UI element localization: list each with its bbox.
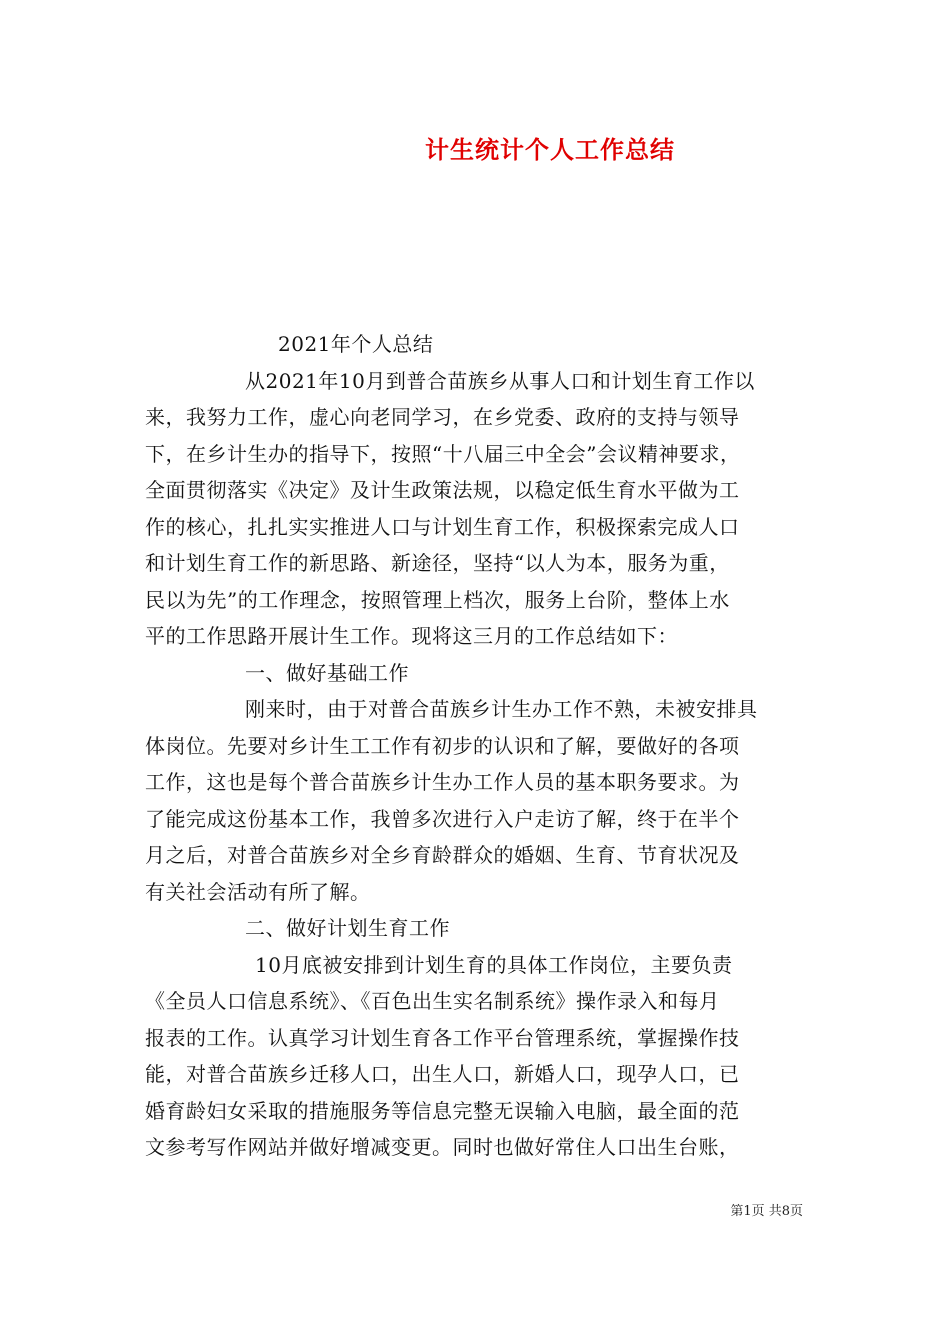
paragraph-line: 全面贯彻落实《决定》及计生政策法规，以稳定低生育水平做为工 [145,478,740,502]
section-heading-basic-work: 一、做好基础工作 [245,660,409,685]
paragraph-line: 民以为先”的工作理念，按照管理上档次，服务上台阶，整体上水 [145,587,730,612]
paragraph-line: 平的工作思路开展计生工作。现将这三月的工作总结如下： [145,624,678,648]
paragraph-line: 体岗位。先要对乡计生工工作有初步的认识和了解，要做好的各项 [145,733,740,758]
paragraph-line: 了能完成这份基本工作，我曾多次进行入户走访了解，终于在半个 [145,806,740,831]
paragraph-line: 报表的工作。认真学习计划生育各工作平台管理系统，掌握操作技 [145,1025,740,1050]
paragraph-line: 文参考写作网站并做好增减变更。同时也做好常住人口出生台账， [145,1135,740,1159]
paragraph-line: 月之后，对普合苗族乡对全乡育龄群众的婚姻、生育、节育状况及 [145,843,740,867]
paragraph-line: 《全员人口信息系统》、《百色出生实名制系统》操作录入和每月 [145,989,720,1013]
paragraph-line: 能，对普合苗族乡迁移人口，出生人口，新婚人口，现孕人口，已 [145,1062,740,1086]
paragraph-line: 有关社会活动有所了解。 [145,879,371,904]
paragraph-line: 来，我努力工作，虚心向老同学习，在乡党委、政府的支持与领导 [145,405,740,429]
section-heading-family-planning: 二、做好计划生育工作 [245,916,450,940]
paragraph-line: 10月底被安排到计划生育的具体工作岗位，主要负责 [255,952,733,977]
paragraph-line: 作的核心，扎扎实实推进人口与计划生育工作，积极探索完成人口 [145,514,740,539]
section-heading-summary: 2021年个人总结 [278,332,434,356]
document-body [145,326,825,1166]
paragraph-line: 从2021年10月到普合苗族乡从事人口和计划生育工作以 [245,368,755,393]
page-number: 第1页 共8页 [730,1204,803,1219]
paragraph-line: 刚来时，由于对普合苗族乡计生办工作不熟，未被安排具 [245,697,758,721]
paragraph-line: 婚育龄妇女采取的措施服务等信息完整无误输入电脑，最全面的范 [145,1098,740,1123]
paragraph-line: 下，在乡计生办的指导下，按照“十八届三中全会”会议精神要求， [145,441,741,466]
document-title: 计生统计个人工作总结 [425,136,675,164]
paragraph-line: 工作，这也是每个普合苗族乡计生办工作人员的基本职务要求。为 [145,770,740,794]
paragraph-line: 和计划生育工作的新思路、新途径，坚持“以人为本，服务为重， [145,551,730,575]
